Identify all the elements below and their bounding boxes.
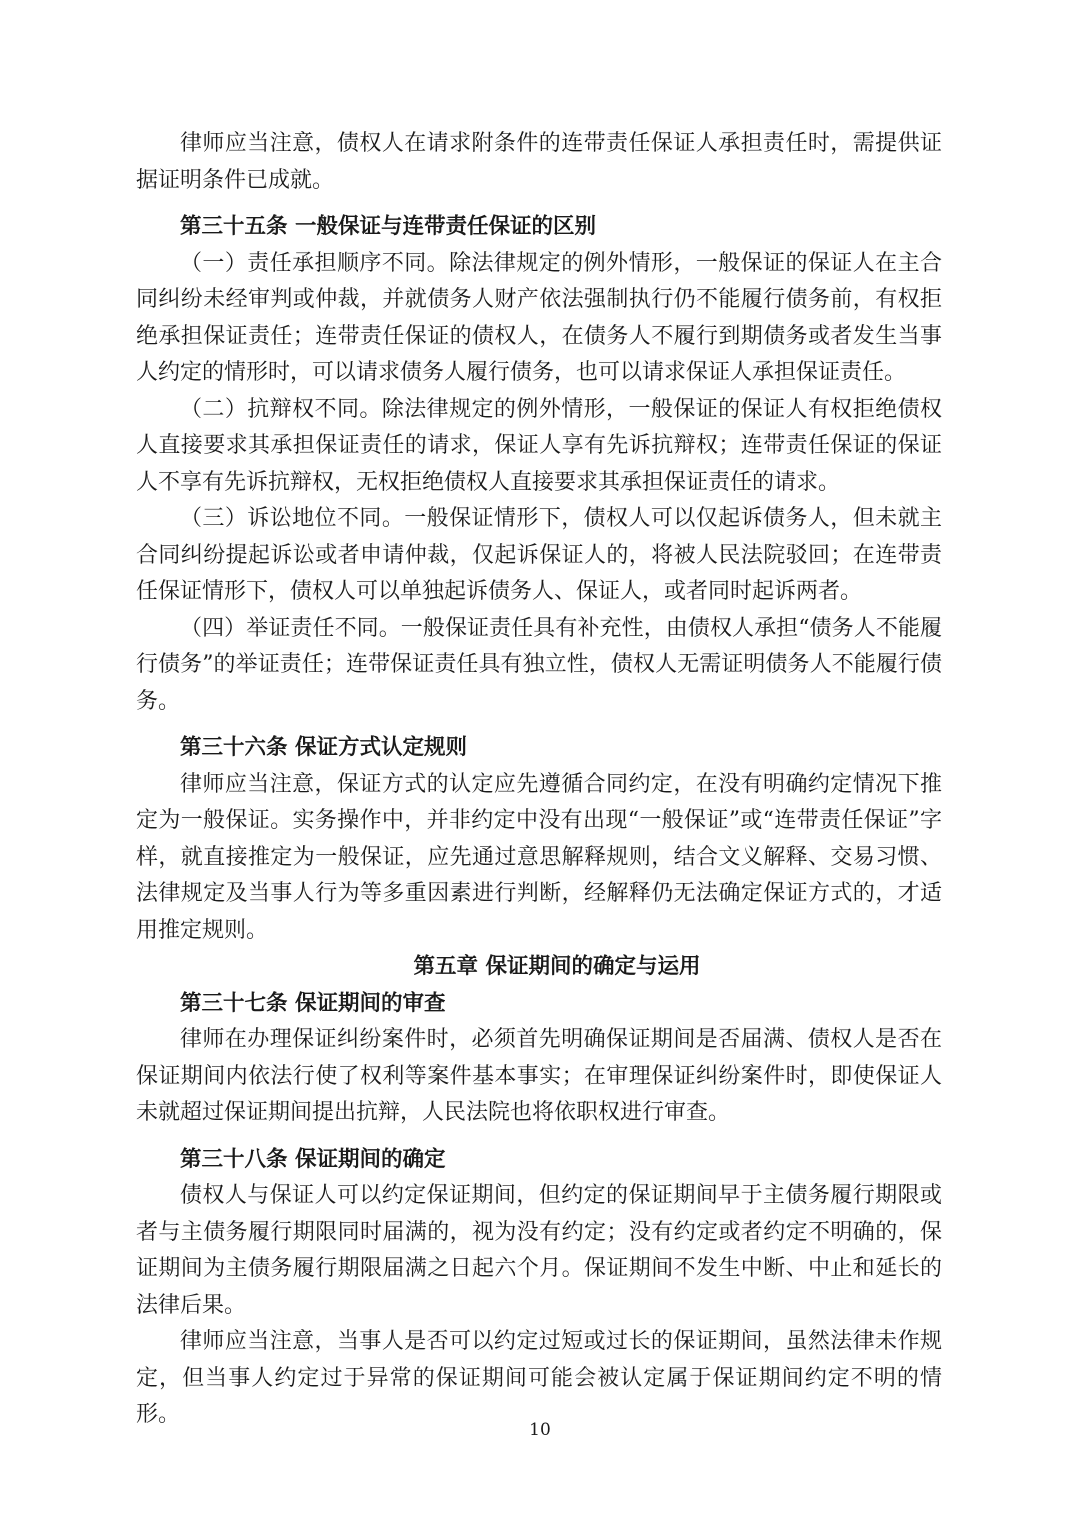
article-37-heading: 第三十七条 保证期间的审查 <box>180 990 446 1016</box>
paragraph: （四）举证责任不同。一般保证责任具有补充性，由债权人承担“债务人不能履行债务”的举证责任；连带保证责任具有独立性，债权人无需证明债务人不能履行债务。 <box>136 615 942 714</box>
paragraph: 债权人与保证人可以约定保证期间，但约定的保证期间早于主债务履行期限或者与主债务履行期限同时届满的，视为没有约定；没有约定或者约定不明确的，保证期间为主债务履行期限届满之日起六个月。保证期间不发生中断、中止和延长的法律后果。 <box>136 1183 942 1318</box>
document-body <box>136 126 942 1434</box>
paragraph: （一）责任承担顺序不同。除法律规定的例外情形，一般保证的保证人在主合同纠纷未经审判或仲裁，并就债务人财产依法强制执行仍不能履行债务前，有权拒绝承担保证责任；连带责任保证的债权人，在债务人不履行到期债务或者发生当事人约定的情形时，可以请求债务人履行债务，也可以请求保证人承担保证责任。 <box>136 250 942 385</box>
article-35-heading: 第三十五条 一般保证与连带责任保证的区别 <box>180 214 596 239</box>
paragraph: 律师应当注意，保证方式的认定应先遵循合同约定，在没有明确约定情况下推定为一般保证。实务操作中，并非约定中没有出现“一般保证”或“连带责任保证”字样，就直接推定为一般保证，应先通过意思解释规则，结合文义解释、交易习惯、法律规定及当事人行为等多重因素进行判断，经解释仍无法确定保证方式的，才适用推定规则。 <box>136 771 942 943</box>
paragraph: 律师在办理保证纠纷案件时，必须首先明确保证期间是否届满、债权人是否在保证期间内依法行使了权利等案件基本事实；在审理保证纠纷案件时，即使保证人未就超过保证期间提出抗辩，人民法院也将依职权进行审查。 <box>136 1027 942 1125</box>
page-number: 10 <box>529 1420 551 1440</box>
chapter-5-title: 第五章 保证期间的确定与运用 <box>413 954 701 979</box>
article-36-heading: 第三十六条 保证方式认定规则 <box>180 735 467 760</box>
paragraph: 律师应当注意，债权人在请求附条件的连带责任保证人承担责任时，需提供证据证明条件已成就。 <box>136 131 942 193</box>
paragraph: （三）诉讼地位不同。一般保证情形下，债权人可以仅起诉债务人，但未就主合同纠纷提起诉讼或者申请仲裁，仅起诉保证人的，将被人民法院驳回；在连带责任保证情形下，债权人可以单独起诉债务人、保证人，或者同时起诉两者。 <box>136 506 942 604</box>
paragraph: （二）抗辩权不同。除法律规定的例外情形，一般保证的保证人有权拒绝债权人直接要求其承担保证责任的请求，保证人享有先诉抗辩权；连带责任保证的保证人不享有先诉抗辩权，无权拒绝债权人直接要求其承担保证责任的请求。 <box>136 396 942 495</box>
paragraph: 律师应当注意，当事人是否可以约定过短或过长的保证期间，虽然法律未作规定，但当事人约定过于异常的保证期间可能会被认定属于保证期间约定不明的情形。 <box>136 1329 942 1427</box>
article-38-heading: 第三十八条 保证期间的确定 <box>180 1146 446 1172</box>
